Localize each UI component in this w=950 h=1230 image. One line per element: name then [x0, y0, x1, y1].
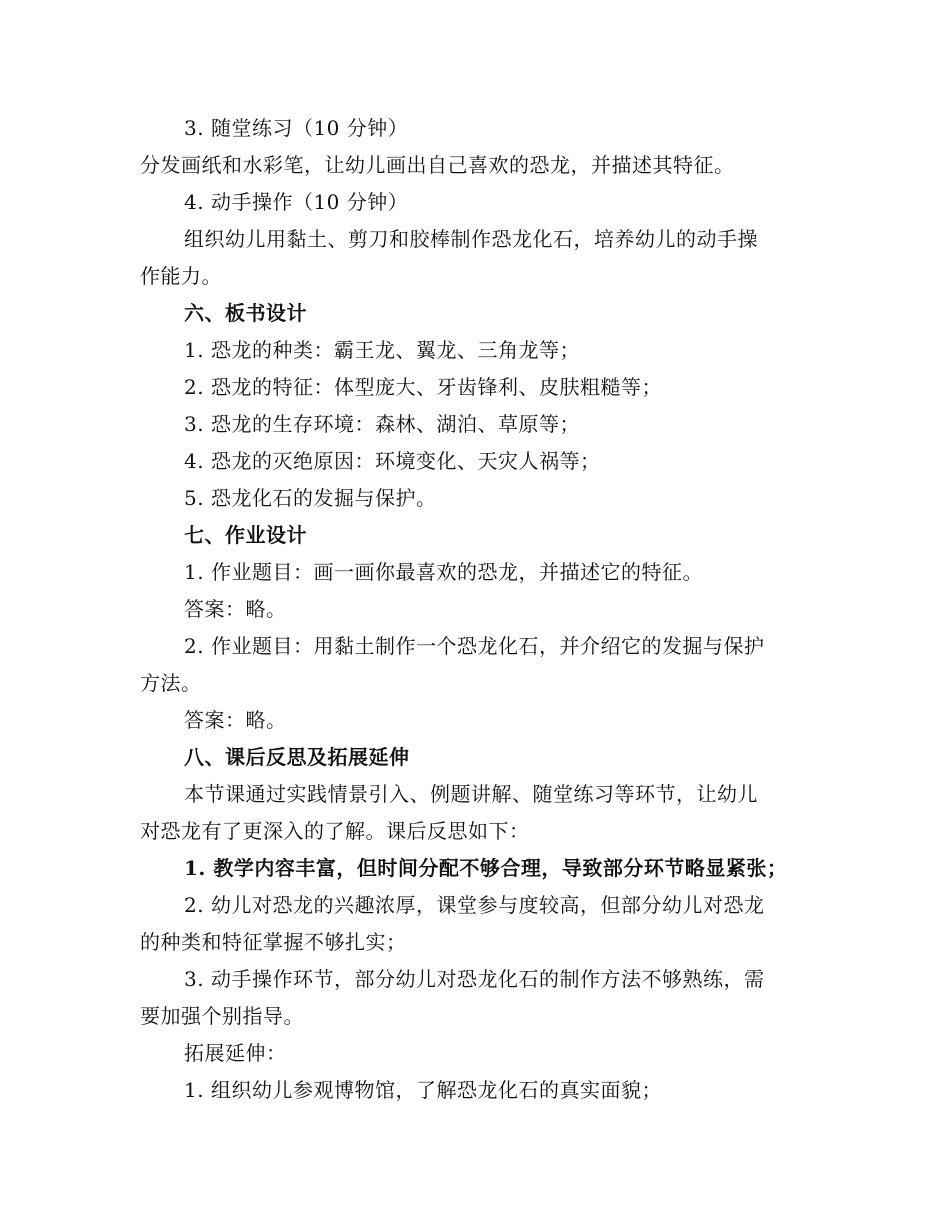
answer-line: 答案：略。	[184, 708, 287, 732]
list-item: 5. 恐龙化石的发掘与保护。	[184, 486, 437, 510]
list-item: 1. 组织幼儿参观博物馆，了解恐龙化石的真实面貌；	[184, 1078, 662, 1102]
paragraph-line: 本节课通过实践情景引入、例题讲解、随堂练习等环节，让幼儿	[184, 782, 758, 806]
paragraph-line: 对恐龙有了更深入的了解。课后反思如下：	[140, 819, 530, 843]
list-item: 3. 随堂练习（10 分钟）	[184, 116, 409, 140]
paragraph-line: 要加强个别指导。	[140, 1004, 304, 1028]
list-item: 4. 动手操作（10 分钟）	[184, 190, 409, 214]
paragraph-line: 分发画纸和水彩笔，让幼儿画出自己喜欢的恐龙，并描述其特征。	[140, 153, 735, 177]
subheading-line: 拓展延伸：	[184, 1041, 287, 1065]
list-item: 4. 恐龙的灭绝原因：环境变化、天灾人祸等；	[184, 449, 601, 473]
paragraph-line: 方法。	[140, 671, 202, 695]
list-item: 1. 恐龙的种类：霸王龙、翼龙、三角龙等；	[184, 338, 580, 362]
list-item: 1. 教学内容丰富，但时间分配不够合理，导致部分环节略显紧张；	[184, 856, 788, 880]
section-heading: 六、板书设计	[184, 301, 307, 325]
list-item: 2. 作业题目：用黏土制作一个恐龙化石，并介绍它的发掘与保护	[184, 634, 765, 658]
list-item: 2. 恐龙的特征：体型庞大、牙齿锋利、皮肤粗糙等；	[184, 375, 662, 399]
paragraph-line: 组织幼儿用黏土、剪刀和胶棒制作恐龙化石，培养幼儿的动手操	[184, 227, 758, 251]
list-item: 1. 作业题目：画一画你最喜欢的恐龙，并描述它的特征。	[184, 560, 703, 584]
paragraph-line: 的种类和特征掌握不够扎实；	[140, 930, 407, 954]
section-heading: 七、作业设计	[184, 523, 307, 547]
paragraph-line: 作能力。	[140, 264, 222, 288]
list-item: 3. 动手操作环节，部分幼儿对恐龙化石的制作方法不够熟练，需	[184, 967, 765, 991]
list-item: 3. 恐龙的生存环境：森林、湖泊、草原等；	[184, 412, 580, 436]
list-item: 2. 幼儿对恐龙的兴趣浓厚，课堂参与度较高，但部分幼儿对恐龙	[184, 893, 765, 917]
answer-line: 答案：略。	[184, 597, 287, 621]
section-heading: 八、课后反思及拓展延伸	[184, 745, 410, 769]
